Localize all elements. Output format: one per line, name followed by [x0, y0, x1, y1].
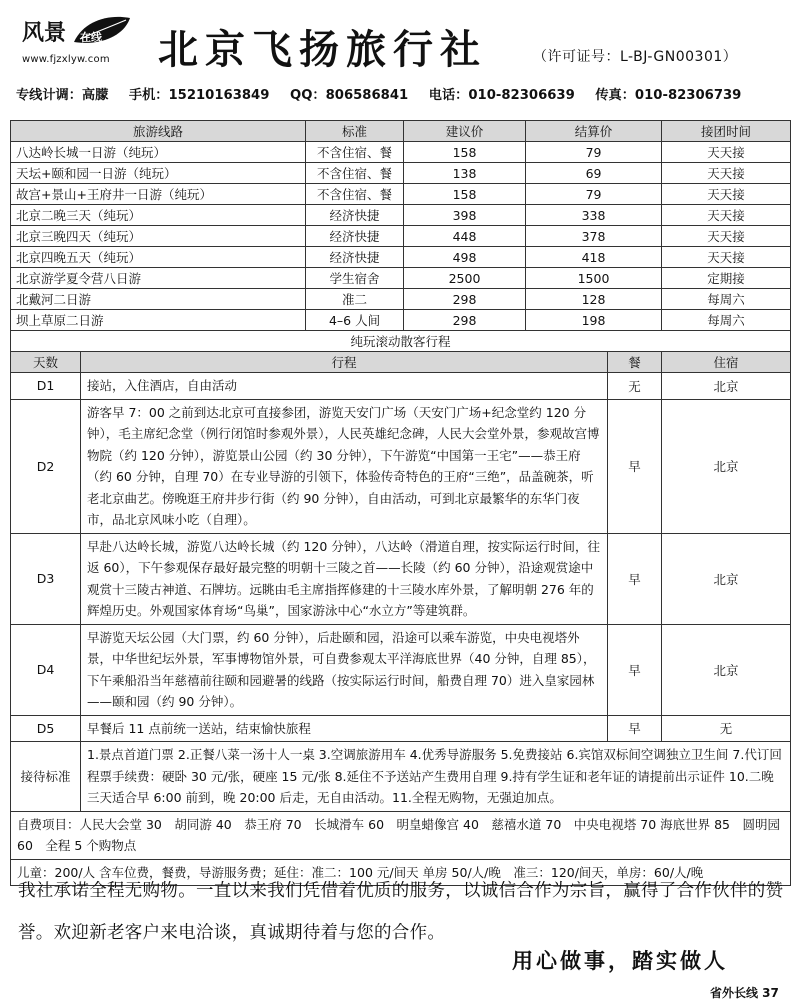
day-lodging: 北京: [662, 624, 791, 715]
route-name: 北戴河二日游: [11, 289, 306, 310]
routes-header-row: [11, 121, 791, 142]
contact-bar: [16, 84, 796, 103]
route-pickup-time: 每周六: [662, 310, 791, 331]
route-suggested-price: 2500: [404, 268, 526, 289]
day-lodging: 北京: [662, 533, 791, 624]
route-pickup-time: 天天接: [662, 184, 791, 205]
route-name: 天坛+颐和园一日游（纯玩）: [11, 163, 306, 184]
route-pickup-time: 天天接: [662, 205, 791, 226]
day-schedule: 早赴八达岭长城，游览八达岭长城（约 120 分钟），八达岭（滑道自理，按实际运行时间，往返 60），下午参观保存最好最完整的明朝十三陵之首——长陵（约 60 分钟），沿途观赏途中观赏十三陵古神道、石牌坊。远眺由毛主席指挥修建的十三陵水库外景，了解明朝 276 年的辉煌历史。外观国家体育场“鸟巢”，国家游泳中心“水立方”等建筑群。: [81, 533, 608, 624]
route-standard: 不含住宿、餐: [306, 163, 404, 184]
day-schedule: 早游览天坛公园（大门票，约 60 分钟），后赴颐和园，沿途可以乘车游览，中央电视塔外景，中华世纪坛外景，军事博物馆外景，可自费参观太平洋海底世界（40 分钟，自理 85），下午乘船沿当年慈禧前往颐和园避暑的线路（按实际运行时间，船费自理 70）进入皇家园林——颐和园（约 90 分钟）。: [81, 624, 608, 715]
itinerary-title: 纯玩滚动散客行程: [11, 331, 791, 352]
route-name: 北京三晚四天（纯玩）: [11, 226, 306, 247]
route-suggested-price: 158: [404, 184, 526, 205]
route-pickup-time: 天天接: [662, 142, 791, 163]
table-row: [11, 289, 791, 310]
contact-hotline: 专线计调：高朦: [16, 88, 109, 103]
route-pickup-time: 定期接: [662, 268, 791, 289]
service-standard-label: 接待标准: [11, 742, 81, 812]
day-meal: 早: [608, 715, 662, 742]
route-name: 八达岭长城一日游（纯玩）: [11, 142, 306, 163]
itinerary-day-row: [11, 373, 791, 400]
header-suggested-price: 建议价: [404, 121, 526, 142]
table-row: [11, 163, 791, 184]
day-lodging: 北京: [662, 399, 791, 533]
route-standard: 准二: [306, 289, 404, 310]
service-standard-text: 1.景点首道门票 2.正餐八菜一汤十人一桌 3.空调旅游用车 4.优秀导游服务 5.免费接站 6.宾馆双标间空调独立卫生间 7.代订回程票手续费：硬卧 30 元/张，硬座 15 元/张 8.延住不予送站产生费用自理 9.持有学生证和老年证的请提前出示证件 10.二晚三天适合早 6:00 前到，晚 20:00 后走，无自由活动。11.全程无购物，无强迫加点。: [81, 742, 791, 812]
day-meal: 无: [608, 373, 662, 400]
day-meal: 早: [608, 624, 662, 715]
route-settlement-price: 338: [526, 205, 662, 226]
route-suggested-price: 298: [404, 289, 526, 310]
table-row: [11, 268, 791, 289]
route-suggested-price: 138: [404, 163, 526, 184]
header-meal: 餐: [608, 352, 662, 373]
route-name: 北京四晚五天（纯玩）: [11, 247, 306, 268]
logo-word: 风景: [22, 21, 67, 46]
route-pickup-time: 每周六: [662, 289, 791, 310]
day-label: D5: [11, 715, 81, 742]
agency-name: 北京飞扬旅行社: [158, 27, 487, 73]
table-row: [11, 205, 791, 226]
route-settlement-price: 79: [526, 184, 662, 205]
routes-itinerary-table: [10, 120, 791, 886]
route-standard: 4–6 人间: [306, 310, 404, 331]
itinerary-day-row: [11, 715, 791, 742]
table-row: [11, 310, 791, 331]
route-settlement-price: 128: [526, 289, 662, 310]
header-day: 天数: [11, 352, 81, 373]
table-row: [11, 184, 791, 205]
page-footer: 省外长线 37: [710, 986, 779, 1000]
service-standard-row: [11, 742, 791, 812]
day-meal: 早: [608, 533, 662, 624]
day-label: D1: [11, 373, 81, 400]
day-lodging: 北京: [662, 373, 791, 400]
route-standard: 经济快捷: [306, 226, 404, 247]
day-label: D3: [11, 533, 81, 624]
route-pickup-time: 天天接: [662, 163, 791, 184]
route-suggested-price: 448: [404, 226, 526, 247]
logo-online: 在线: [80, 31, 102, 44]
route-suggested-price: 298: [404, 310, 526, 331]
contact-qq[interactable]: QQ：806586841: [290, 88, 409, 103]
day-label: D2: [11, 399, 81, 533]
logo-url[interactable]: www.fjzxlyw.com: [22, 54, 110, 65]
page-header: [0, 0, 800, 80]
license-number: （许可证号：L-BJ-GN00301）: [533, 49, 738, 65]
route-name: 故宫+景山+王府井一日游（纯玩）: [11, 184, 306, 205]
optional-items-row: [11, 811, 791, 859]
route-settlement-price: 418: [526, 247, 662, 268]
route-standard: 经济快捷: [306, 205, 404, 226]
optional-items-text: 自费项目：人民大会堂 30 胡同游 40 恭王府 70 长城滑车 60 明皇蜡像宫 40 慈禧水道 70 中央电视塔 70 海底世界 85 圆明园 60 全程 5 个购物点: [11, 811, 791, 859]
header-standard: 标准: [306, 121, 404, 142]
route-name: 北京游学夏令营八日游: [11, 268, 306, 289]
route-standard: 经济快捷: [306, 247, 404, 268]
route-name: 北京二晚三天（纯玩）: [11, 205, 306, 226]
logo[interactable]: [18, 10, 136, 68]
contact-phone[interactable]: 电话：010-82306639: [428, 88, 575, 103]
header-schedule: 行程: [81, 352, 608, 373]
route-standard: 不含住宿、餐: [306, 142, 404, 163]
route-suggested-price: 158: [404, 142, 526, 163]
route-pickup-time: 天天接: [662, 226, 791, 247]
header-lodging: 住宿: [662, 352, 791, 373]
day-label: D4: [11, 624, 81, 715]
table-row: [11, 226, 791, 247]
contact-fax: 传真：010-82306739: [595, 88, 742, 103]
day-meal: 早: [608, 399, 662, 533]
route-standard: 不含住宿、餐: [306, 184, 404, 205]
day-lodging: 无: [662, 715, 791, 742]
service-promise: 我社承诺全程无购物。一直以来我们凭借着优质的服务，以诚信合作为宗旨，赢得了合作伙伴的赞誉。欢迎新老客户来电洽谈，真诚期待着与您的合作。: [18, 881, 784, 943]
itinerary-day-row: [11, 624, 791, 715]
header-settlement-price: 结算价: [526, 121, 662, 142]
route-name: 坝上草原二日游: [11, 310, 306, 331]
contact-mobile[interactable]: 手机：15210163849: [128, 88, 270, 103]
children-policy-text: 儿童：200/人 含车位费，餐费，导游服务费；延住：准二：100 元/间天 单房 50/人/晚 准三：120/间天，单房：60/人/晚: [11, 859, 791, 886]
header-route: 旅游线路: [11, 121, 306, 142]
header-pickup-time: 接团时间: [662, 121, 791, 142]
day-schedule: 接站，入住酒店，自由活动: [81, 373, 608, 400]
route-pickup-time: 天天接: [662, 247, 791, 268]
itinerary-title-row: [11, 331, 791, 352]
route-settlement-price: 198: [526, 310, 662, 331]
route-standard: 学生宿舍: [306, 268, 404, 289]
route-settlement-price: 69: [526, 163, 662, 184]
table-row: [11, 142, 791, 163]
route-suggested-price: 498: [404, 247, 526, 268]
itinerary-day-row: [11, 399, 791, 533]
itinerary-header-row: [11, 352, 791, 373]
itinerary-day-row: [11, 533, 791, 624]
day-schedule: 游客早 7：00 之前到达北京可直接参团，游览天安门广场（天安门广场+纪念堂约 120 分钟），毛主席纪念堂（例行闭馆时参观外景），人民英雄纪念碑，人民大会堂外景，参观故宫博物院（约 120 分钟），游览景山公园（约 30 分钟），下午游览“中国第一王宅”——恭王府（约 60 分钟，自理 70）在专业导游的引领下，体验传奇特色的王府“三绝”，品盖碗茶，听老北京曲艺。傍晚逛王府井步行街（约 90 分钟），自由活动，可到北京最繁华的东华门夜市，品北京风味小吃（自理）。: [81, 399, 608, 533]
route-settlement-price: 1500: [526, 268, 662, 289]
table-row: [11, 247, 791, 268]
motto: 用心做事，踏实做人: [512, 949, 728, 973]
route-suggested-price: 398: [404, 205, 526, 226]
route-settlement-price: 79: [526, 142, 662, 163]
day-schedule: 早餐后 11 点前统一送站，结束愉快旅程: [81, 715, 608, 742]
route-settlement-price: 378: [526, 226, 662, 247]
